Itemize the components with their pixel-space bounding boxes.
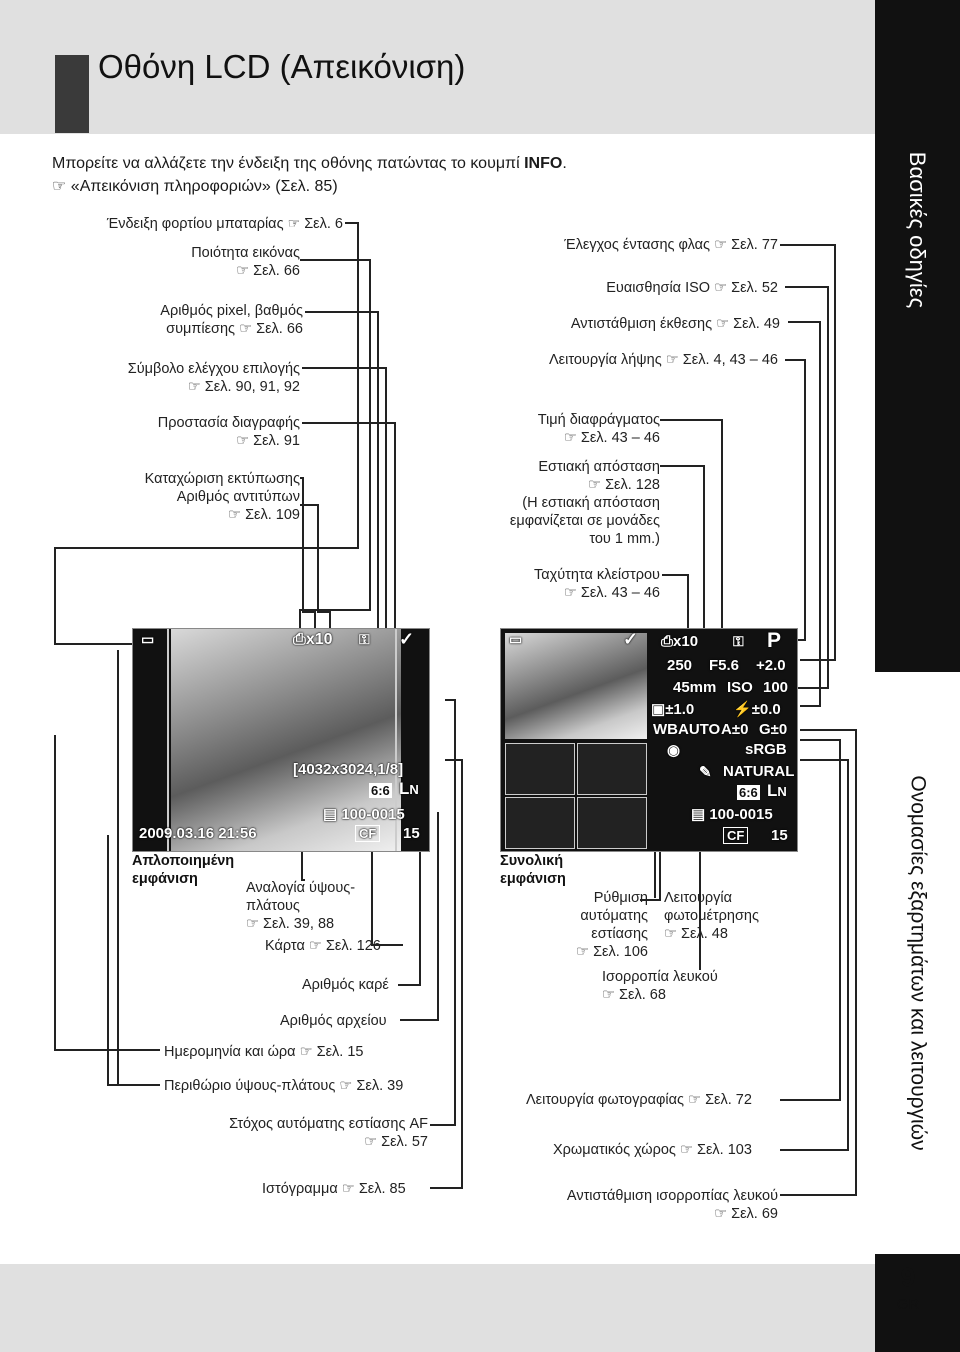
file-icon: ▤ — [691, 806, 710, 823]
shooting-mode: P — [767, 629, 782, 652]
label-aspect: Αναλογία ύψους- πλάτους ☞ Σελ. 39, 88 — [246, 880, 356, 932]
page-reference-icon: ☞ — [236, 263, 250, 279]
label-battery: Ένδειξη φορτίου μπαταρίας ☞ Σελ. 6 — [106, 215, 343, 232]
label-af-target: Στόχος αυτόματης εστίασης AF ☞ Σελ. 57 — [229, 1116, 428, 1150]
label-margin: Περιθώριο ύψους-πλάτους ☞ Σελ. 39 — [164, 1078, 404, 1094]
page-reference-icon: ☞ — [714, 1206, 728, 1222]
caption-overall: Συνολική εμφάνιση — [500, 853, 566, 887]
sidebar-tab-basic — [875, 0, 960, 672]
intro-text: Μπορείτε να αλλάζετε την ένδειξη της οθόνης πατώντας το κουμπί INFO. ☞ «Απεικόνιση πληροφοριών» (Σελ. 85) — [52, 155, 567, 195]
label-quality: Ποιότητα εικόνας ☞ Σελ. 66 — [191, 245, 300, 279]
label-wb-comp: Αντιστάθμιση ισορροπίας λευκού ☞ Σελ. 69 — [566, 1188, 778, 1222]
page-reference-icon: ☞ — [187, 379, 201, 395]
label-picture-mode: Λειτουργία φωτογραφίας ☞ Σελ. 72 — [526, 1092, 752, 1108]
page-reference-icon: ☞ — [602, 987, 615, 1003]
printer-icon: ⎙ — [293, 631, 306, 648]
label-exposure: Αντιστάθμιση έκθεσης ☞ Σελ. 49 — [570, 316, 780, 332]
page-reference-icon: ☞ — [287, 215, 301, 231]
page-reference-icon: ☞ — [563, 585, 577, 601]
footer-band — [0, 1264, 875, 1352]
protect-key-icon: ⚿ — [733, 633, 744, 649]
histogram-red — [577, 743, 647, 795]
aspect-ratio-badge: 6:6 — [371, 783, 390, 798]
sidebar-tab-parts — [875, 672, 960, 1254]
picture-mode: NATURAL — [723, 763, 795, 780]
page-reference-icon: ☞ — [665, 352, 679, 368]
page-reference-icon: ☞ — [716, 316, 730, 332]
histogram-luma — [505, 743, 575, 795]
page-reference-icon: ☞ — [664, 926, 677, 942]
label-metering: Λειτουργία φωτομέτρησης ☞ Σελ. 48 — [664, 890, 759, 942]
label-protect: Προστασία διαγραφής ☞ Σελ. 91 — [157, 415, 300, 449]
label-focal: Εστιακή απόσταση ☞ Σελ. 128 (Η εστιακή απόσταση εμφανίζεται σε μονάδες του 1 mm.) — [509, 459, 660, 547]
page-title: Οθόνη LCD (Απεικόνιση) — [98, 48, 466, 85]
label-select: Σύμβολο ελέγχου επιλογής ☞ Σελ. 90, 91, 92 — [127, 361, 300, 395]
file-number-readout: ▤ 100-0015 — [323, 806, 405, 823]
af-comp: ▣±1.0 — [651, 701, 695, 718]
page-reference-icon: ☞ — [364, 1134, 378, 1150]
label-shutter: Ταχύτητα κλείστρου ☞ Σελ. 43 – 46 — [533, 567, 660, 601]
page-reference-icon: ☞ — [246, 916, 259, 932]
page-reference-icon: ☞ — [299, 1044, 313, 1060]
page-reference-icon: ☞ — [236, 433, 250, 449]
caption-simple: Απλοποιημένη εμφάνιση — [132, 853, 235, 887]
page-reference-icon: ☞ — [339, 1078, 353, 1094]
flash-icon: ⚡ — [733, 701, 752, 718]
color-space: sRGB — [745, 741, 787, 758]
file-icon: ▤ — [323, 806, 342, 823]
wb-amber: A±0 — [721, 721, 749, 738]
label-pixels: Αριθμός pixel, βαθμός συμπίεσης ☞ Σελ. 66 — [160, 303, 303, 337]
resolution-readout: [4032x3024,1/8] — [293, 761, 404, 778]
label-aperture: Τιμή διαφράγματος ☞ Σελ. 43 – 46 — [537, 412, 660, 446]
sidebar-mid-label: Ονομασίες εξαρτημάτων και λειτουργιών — [906, 775, 930, 1151]
iso-value: 100 — [763, 679, 789, 696]
quality-readout: LN — [399, 779, 419, 798]
datetime-readout: 2009.03.16 21:56 — [139, 825, 257, 842]
white-balance: WBAUTO — [653, 721, 721, 738]
page-reference-icon: ☞ — [714, 237, 728, 253]
label-card: Κάρτα ☞ Σελ. 126 — [265, 938, 381, 954]
printer-icon: ⎙ — [661, 633, 674, 650]
picture-mode-icon: ✎ — [699, 764, 712, 781]
print-copies: ⎙x10 — [661, 633, 699, 650]
label-mode: Λειτουργία λήψης ☞ Σελ. 4, 43 – 46 — [548, 352, 778, 368]
iso-label: ISO — [727, 679, 753, 696]
page-reference-icon: ☞ — [308, 938, 322, 954]
aspect-margin-left — [167, 629, 169, 851]
label-histogram: Ιστόγραμμα ☞ Σελ. 85 — [262, 1181, 406, 1197]
page-reference-icon: ☞ — [239, 321, 253, 337]
label-iso: Ευαισθησία ISO ☞ Σελ. 52 — [606, 280, 778, 296]
page-number: 9 — [900, 1262, 916, 1292]
label-af-mode: Ρύθμιση αυτόματης εστίασης ☞ Σελ. 106 — [576, 890, 648, 960]
simple-display-screen — [132, 628, 430, 852]
print-copies: ⎙x10 — [293, 631, 333, 648]
focal-length: 45mm — [673, 679, 717, 696]
label-white-balance: Ισορροπία λευκού ☞ Σελ. 68 — [602, 969, 718, 1003]
overall-display-screen — [500, 628, 798, 852]
checkmark-icon: ✓ — [399, 629, 415, 649]
page-reference-icon: ☞ — [576, 944, 590, 960]
frame-number-readout: 15 — [403, 825, 420, 842]
protect-key-icon: ⚿ — [359, 631, 370, 647]
label-color-space: Χρωματικός χώρος ☞ Σελ. 103 — [553, 1142, 752, 1158]
page-reference-icon: ☞ — [679, 1142, 693, 1158]
wb-green: G±0 — [759, 721, 788, 738]
frame-number-readout: 15 — [771, 827, 788, 844]
file-number-readout: ▤ 100-0015 — [691, 806, 773, 823]
page-reference-icon: ☞ — [563, 430, 577, 446]
page-reference-icon: ☞ — [588, 477, 602, 493]
card-badge: CF — [355, 825, 380, 842]
quality-readout: LN — [767, 781, 787, 800]
aperture-value: F5.6 — [709, 657, 740, 674]
label-print: Καταχώριση εκτύπωσης Αριθμός αντιτύπων ☞ Σελ. 109 — [144, 471, 300, 523]
page-reference-icon: ☞ — [714, 280, 728, 296]
checkmark-icon: ✓ — [623, 629, 639, 649]
info-key: INFO — [524, 155, 563, 172]
label-date: Ημερομηνία και ώρα ☞ Σελ. 15 — [164, 1044, 364, 1060]
battery-icon: ▭ — [141, 631, 155, 647]
sidebar-top-label: Βασικές οδηγίες — [905, 151, 931, 309]
page-language: GR — [896, 1296, 920, 1313]
page-reference-icon: ☞ — [52, 178, 71, 195]
page-reference-icon: ☞ — [228, 507, 242, 523]
flash-comp: ⚡±0.0 — [733, 701, 781, 718]
label-frame: Αριθμός καρέ — [302, 977, 389, 993]
card-badge: CF — [723, 827, 748, 844]
af-icon: ▣ — [651, 701, 666, 718]
histogram-green — [505, 797, 575, 849]
metering-icon: ◉ — [667, 742, 681, 759]
aspect-ratio-badge: 6:6 — [739, 785, 758, 800]
page-reference-icon: ☞ — [688, 1092, 702, 1108]
label-flash: Έλεγχος έντασης φλας ☞ Σελ. 77 — [564, 237, 778, 253]
histogram-blue — [577, 797, 647, 849]
shutter-speed: 250 — [667, 657, 693, 674]
battery-icon: ▭ — [509, 631, 523, 647]
exposure-comp: +2.0 — [756, 657, 786, 674]
page-reference-icon: ☞ — [341, 1181, 355, 1197]
label-file: Αριθμός αρχείου — [280, 1013, 387, 1029]
